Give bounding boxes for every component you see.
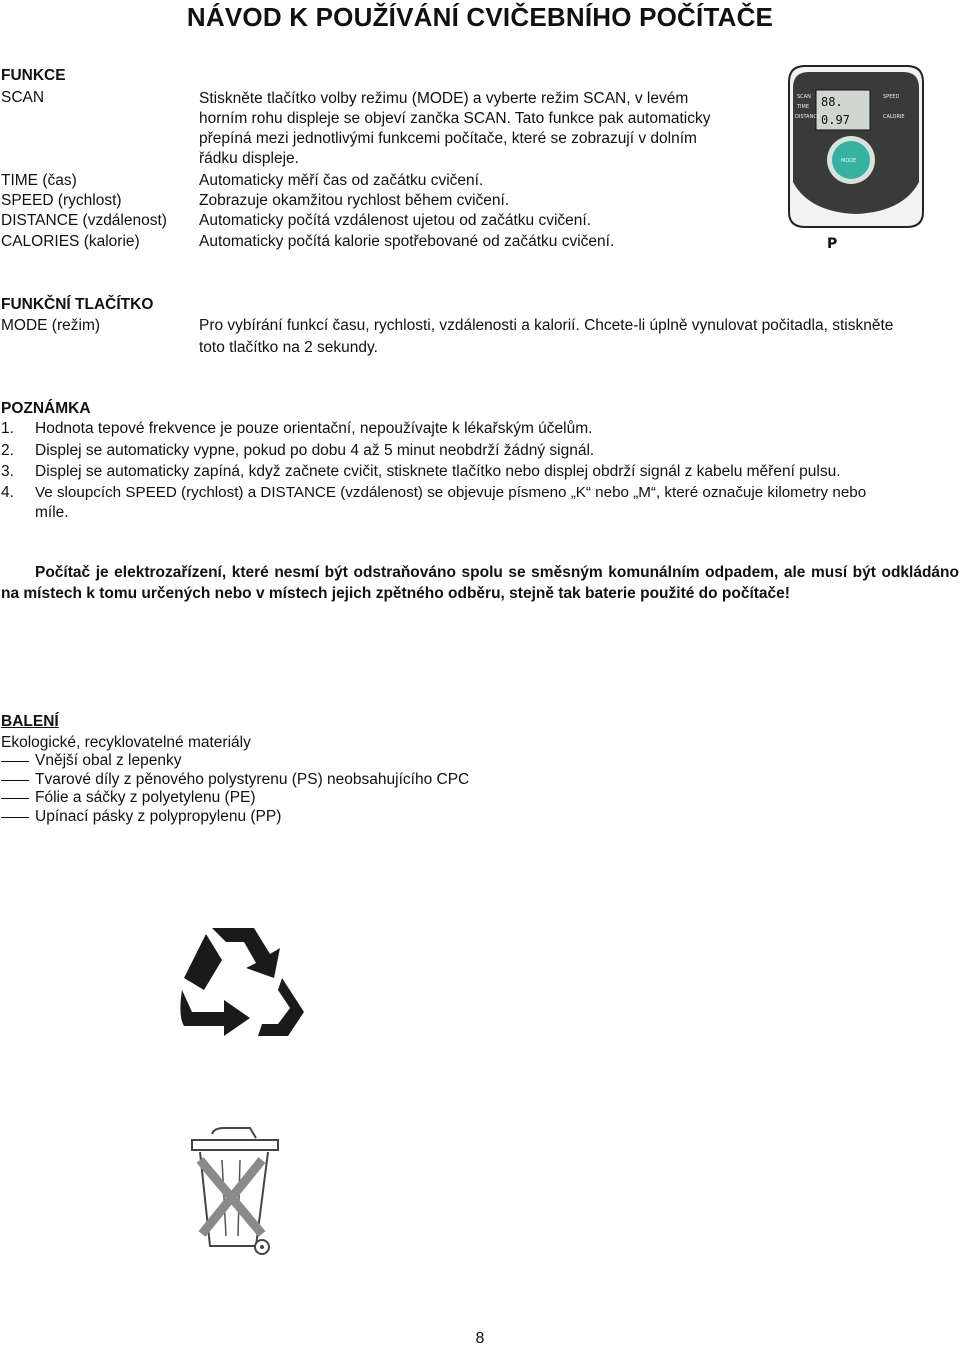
funkce-heading: FUNKCE (1, 67, 66, 84)
note-text-3: Displej se automaticky zapíná, když začnete cvičit, stisknete tlačítko nebo displej obdrží signál z kabelu měření pulsu. (35, 463, 841, 480)
baleni-item-3: Fólie a sáčky z polyetylenu (PE) (35, 789, 256, 806)
note-text-1: Hodnota tepové frekvence je pouze orientační, nepoužívajte k lékařským účelům. (35, 420, 593, 437)
baleni-item-1: Vnější obal z lepenky (35, 752, 182, 769)
device-label-distance: DISTANCE (795, 114, 820, 120)
calories-label: CALORIES (kalorie) (1, 233, 140, 250)
scan-label: SCAN (1, 89, 45, 106)
lcd-bottom-value: 0.97 (821, 113, 850, 127)
baleni-item-2: Tvarové díly z pěnového polystyrenu (PS) neobsahujícího CPC (35, 771, 470, 788)
mode-desc-line-1: Pro vybírání funkcí času, rychlosti, vzdálenosti a kalorií. Chcete-li úplně vynulovat počitadla, stiskněte (199, 317, 894, 334)
list-dash (1, 761, 29, 762)
scan-desc-line-1: Stiskněte tlačítko volby režimu (MODE) a vyberte režim SCAN, v levém (199, 90, 689, 107)
lcd-top-value: 88. (821, 95, 843, 109)
notes-heading: POZNÁMKA (1, 400, 91, 417)
note-number-3: 3. (1, 463, 14, 480)
speed-label: SPEED (rychlost) (1, 192, 122, 209)
page-number: 8 (475, 1330, 485, 1347)
list-dash (1, 817, 29, 818)
list-dash (1, 780, 29, 781)
note-text-4-cont: míle. (35, 504, 69, 521)
speed-desc: Zobrazuje okamžitou rychlost během cvičení. (199, 192, 510, 209)
device-label-time: TIME (797, 104, 810, 110)
mode-label: MODE (režim) (1, 317, 101, 334)
time-label: TIME (čas) (1, 172, 77, 189)
baleni-heading: BALENÍ (1, 713, 59, 730)
note-number-4: 4. (1, 484, 14, 501)
baleni-item-4: Upínací pásky z polypropylenu (PP) (35, 808, 282, 825)
disposal-warning (1, 562, 959, 604)
list-dash (1, 798, 29, 799)
mode-button-label: MODE (841, 158, 857, 164)
calories-desc: Automaticky počítá kalorie spotřebované od začátku cvičení. (199, 233, 615, 250)
time-desc: Automaticky měří čas od začátku cvičení. (199, 172, 484, 189)
note-text-2: Displej se automaticky vypne, pokud po dobu 4 až 5 minut neobdrží žádný signál. (35, 442, 595, 459)
device-label-scan: SCAN (797, 94, 811, 100)
note-number-1: 1. (1, 420, 14, 437)
distance-label: DISTANCE (vzdálenost) (1, 212, 167, 229)
crossed-bin-icon (190, 1126, 280, 1258)
scan-desc-line-3: přepíná mezi jednotlivými funkcemi počítače, které se zobrazují v dolním (199, 130, 697, 147)
device-caption: P (827, 236, 838, 252)
device-label-calorie: CALORIE (883, 114, 905, 120)
device-label-speed: SPEED (883, 94, 900, 100)
recycle-icon (178, 920, 308, 1040)
baleni-intro: Ekologické, recyklovatelné materiály (1, 734, 251, 751)
scan-desc-line-2: horním rohu displeje se objeví zančka SCAN. Tato funkce pak automaticky (199, 110, 711, 127)
disposal-warning-text: Počítač je elektrozařízení, které nesmí být odstraňováno spolu se směsným komunálním odpadem, ale musí být odkládáno na místech k tomu určených nebo v místech jejich zpětného odběru, stejně tak baterie použité do počítače! (1, 564, 959, 602)
distance-desc: Automaticky počítá vzdálenost ujetou od začátku cvičení. (199, 212, 592, 229)
page-title: NÁVOD K POUŽÍVÁNÍ CVIČEBNÍHO POČÍTAČE (186, 2, 774, 32)
mode-desc-line-2: toto tlačítko na 2 sekundy. (199, 339, 378, 356)
note-text-4: Ve sloupcích SPEED (rychlost) a DISTANCE (vzdálenost) se objevuje písmeno „K“ nebo „M“, které označuje kilometry nebo (35, 484, 867, 501)
note-number-2: 2. (1, 442, 14, 459)
computer-display-image (783, 62, 929, 252)
button-section-heading: FUNKČNÍ TLAČÍTKO (1, 296, 154, 313)
scan-desc-line-4: řádku displeje. (199, 150, 299, 167)
